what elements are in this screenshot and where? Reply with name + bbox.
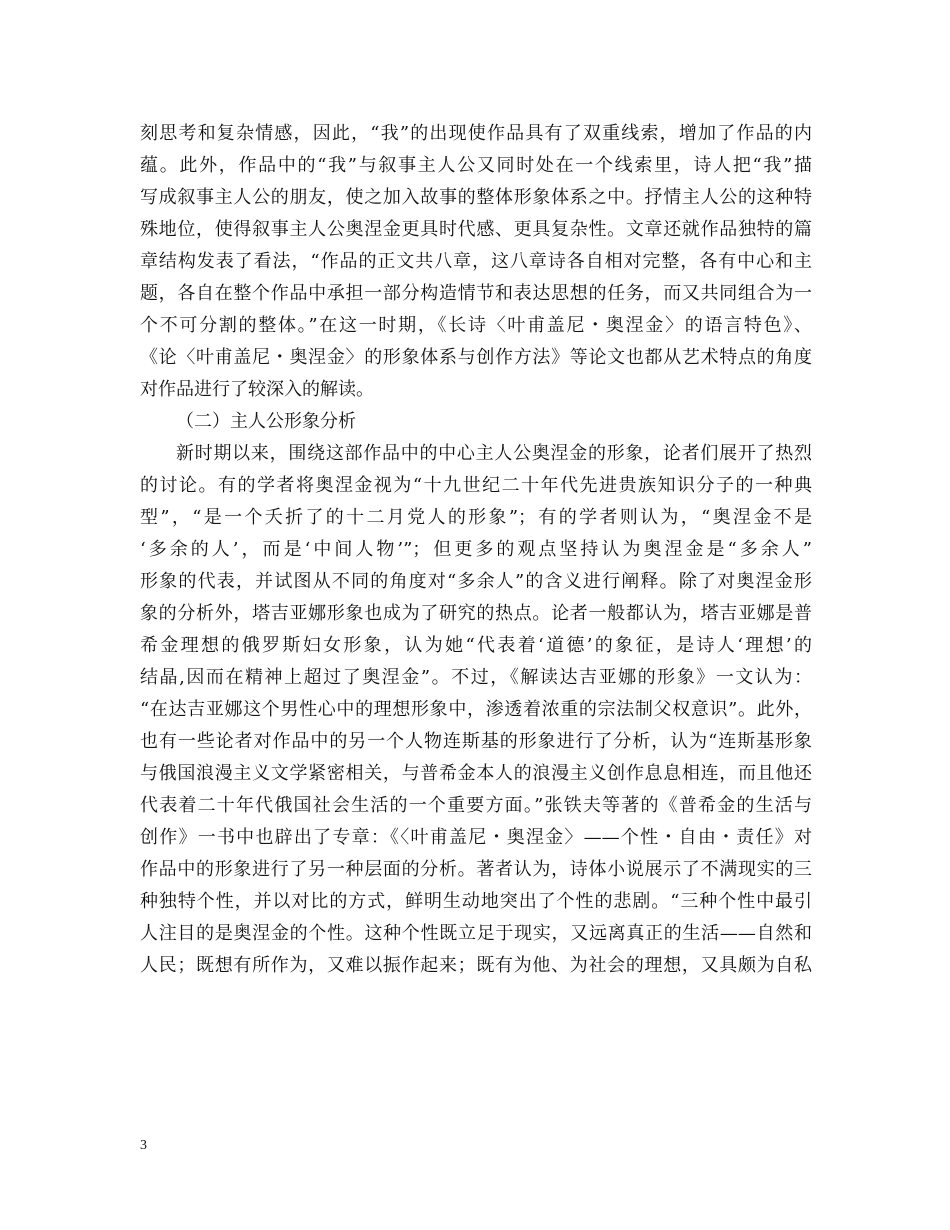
text-line: 蕴。此外，作品中的“我”与叙事主人公又同时处在一个线索里，诗人把“我”描	[140, 155, 812, 176]
text-line: 代表着二十年代俄国社会生活的一个重要方面。”张铁夫等著的《普希金的生活与	[140, 795, 812, 816]
text-line: 结晶,因而在精神上超过了奥涅金”。不过，《解读达吉亚娜的形象》一文认为：	[140, 667, 812, 688]
text-line: ‘多余的人’，而是‘中间人物’”；但更多的观点坚持认为奥涅金是“多余人”	[140, 539, 812, 560]
text-line: 题，各自在整个作品中承担一部分构造情节和表达思想的任务，而又共同组合为一	[140, 283, 812, 304]
text-line: 章结构发表了看法，“作品的正文共八章，这八章诗各自相对完整，各有中心和主	[140, 251, 812, 272]
text-line: 形象的代表，并试图从不同的角度对“多余人”的含义进行阐释。除了对奥涅金形	[140, 571, 812, 592]
text-line: 人注目的是奥涅金的个性。这种个性既立足于现实，又远离真正的生活——自然和	[140, 923, 812, 944]
text-line: 对作品进行了较深入的解读。	[140, 379, 374, 400]
text-line: 也有一些论者对作品中的另一个人物连斯基的形象进行了分析，认为“连斯基形象	[140, 731, 812, 752]
text-line: 型”，“是一个夭折了的十二月党人的形象”；有的学者则认为，“奥涅金不是	[140, 507, 812, 528]
text-line: 的讨论。有的学者将奥涅金视为“十九世纪二十年代先进贵族知识分子的一种典	[140, 475, 812, 496]
body-text	[140, 118, 812, 982]
text-line: 新时期以来，围绕这部作品中的中心主人公奥涅金的形象，论者们展开了热烈	[176, 443, 812, 464]
text-line: 刻思考和复杂情感，因此，“我”的出现使作品具有了双重线索，增加了作品的内	[140, 123, 812, 144]
text-line: 希金理想的俄罗斯妇女形象，认为她“代表着‘道德’的象征，是诗人‘理想’的	[140, 635, 812, 656]
text-line: “在达吉亚娜这个男性心中的理想形象中，渗透着浓重的宗法制父权意识”。此外，	[140, 699, 812, 720]
text-line: 象的分析外，塔吉亚娜形象也成为了研究的热点。论者一般都认为，塔吉亚娜是普	[140, 603, 812, 624]
text-line: 作品中的形象进行了另一种层面的分析。著者认为，诗体小说展示了不满现实的三	[140, 859, 812, 880]
text-line: 写成叙事主人公的朋友，使之加入故事的整体形象体系之中。抒情主人公的这种特	[140, 187, 812, 208]
text-line: 与俄国浪漫主义文学紧密相关，与普希金本人的浪漫主义创作息息相连，而且他还	[140, 763, 812, 784]
section-heading: （二）主人公形象分析	[176, 411, 356, 432]
page-number: 3	[140, 1138, 147, 1153]
paragraph-1	[140, 118, 812, 406]
text-line: 《论〈叶甫盖尼・奥涅金〉的形象体系与创作方法》等论文也都从艺术特点的角度	[140, 347, 812, 368]
text-line: 殊地位，使得叙事主人公奥涅金更具时代感、更具复杂性。文章还就作品独特的篇	[140, 219, 812, 240]
text-line: 种独特个性，并以对比的方式，鲜明生动地突出了个性的悲剧。“三种个性中最引	[140, 891, 812, 912]
text-line: 创作》一书中也辟出了专章：《〈叶甫盖尼・奥涅金〉——个性・自由・责任》对	[140, 827, 812, 848]
paragraph-2	[140, 438, 812, 982]
text-line: 个不可分割的整体。”在这一时期，《长诗〈叶甫盖尼・奥涅金〉的语言特色》、	[140, 315, 812, 336]
text-line: 人民；既想有所作为，又难以振作起来；既有为他、为社会的理想，又具颇为自私	[140, 955, 812, 976]
